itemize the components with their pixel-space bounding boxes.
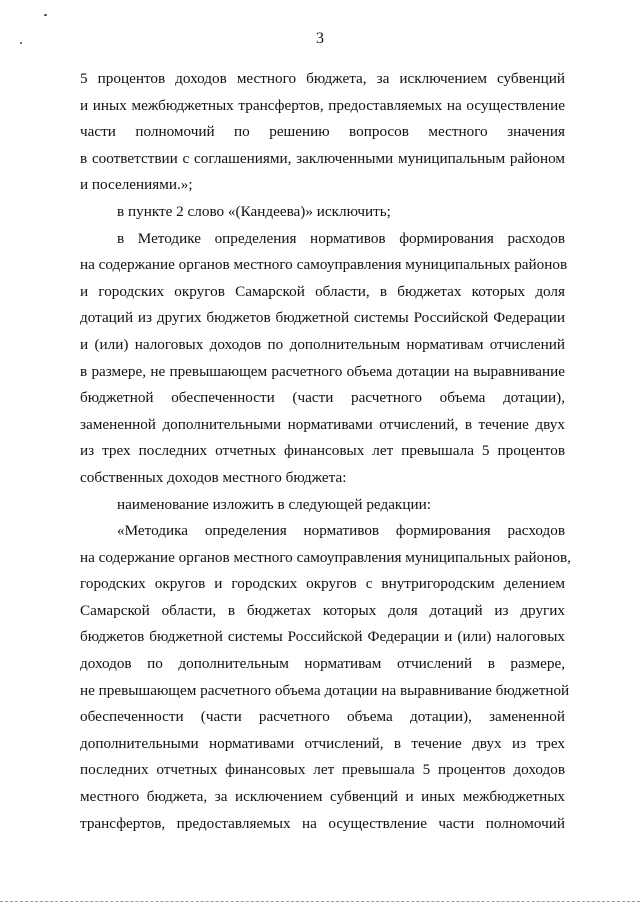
paragraph-1 <box>80 66 565 199</box>
text-line: части полномочий по решению вопросов местного значения <box>80 123 565 141</box>
paragraph-4 <box>80 492 565 519</box>
paragraph-3 <box>80 226 568 492</box>
text-line: в соответствии с соглашениями, заключенными муниципальным районом <box>80 149 565 167</box>
text-line: бюджетов бюджетной системы Российской Федерации и (или) налоговых <box>80 628 565 646</box>
scan-speck-top <box>44 14 47 16</box>
text-line: и поселениями.»; <box>80 176 193 194</box>
text-line: городских округов и городских округов с внутригородским делением <box>80 575 565 593</box>
text-line: местного бюджета, за исключением субвенций и иных межбюджетных <box>80 788 565 806</box>
text-line: бюджетной обеспеченности (части расчетного объема дотации), <box>80 389 565 407</box>
scan-edge-line <box>0 900 640 902</box>
text-line: и городских округов Самарской области, в бюджетах которых доля <box>80 282 565 300</box>
text-line: обеспеченности (части расчетного объема дотации), замененной <box>80 708 565 726</box>
text-line: 5 процентов доходов местного бюджета, за исключением субвенций <box>80 70 565 87</box>
text-line: собственных доходов местного бюджета: <box>80 468 347 486</box>
text-line: на содержание органов местного самоуправления муниципальных районов, <box>80 548 571 566</box>
text-line: последних отчетных финансовых лет превышала 5 процентов доходов <box>80 761 565 779</box>
text-line: в пункте 2 слово «(Кандеева)» исключить; <box>117 202 391 220</box>
text-line: из трех последних отчетных финансовых лет превышала 5 процентов <box>80 442 565 460</box>
document-body <box>80 66 571 837</box>
text-line: доходов по дополнительным нормативам отчислений в размере, <box>80 655 565 673</box>
paragraph-5 <box>80 518 571 837</box>
text-line: «Методика определения нормативов формирования расходов <box>117 522 565 540</box>
text-line: замененной дополнительными нормативами отчислений, в течение двух <box>80 415 565 433</box>
paragraph-2 <box>80 199 565 226</box>
page-number: 3 <box>316 30 324 47</box>
text-line: и иных межбюджетных трансфертов, предоставляемых на осуществление <box>80 96 565 114</box>
text-line: в размере, не превышающем расчетного объема дотации на выравнивание <box>80 362 565 380</box>
text-line: Самарской области, в бюджетах которых доля дотаций из других <box>80 601 565 619</box>
text-line: дополнительными нормативами отчислений, в течение двух из трех <box>80 734 565 752</box>
text-line: на содержание органов местного самоуправления муниципальных районов <box>80 256 568 274</box>
text-line: наименование изложить в следующей редакции: <box>117 495 431 513</box>
text-line: и (или) налоговых доходов по дополнительным нормативам отчислений <box>80 335 565 353</box>
text-line: в Методике определения нормативов формирования расходов <box>117 229 565 247</box>
text-line: не превышающем расчетного объема дотации на выравнивание бюджетной <box>80 681 570 699</box>
text-line: трансфертов, предоставляемых на осуществление части полномочий <box>80 814 565 832</box>
text-line: дотаций из других бюджетов бюджетной системы Российской Федерации <box>80 309 565 327</box>
